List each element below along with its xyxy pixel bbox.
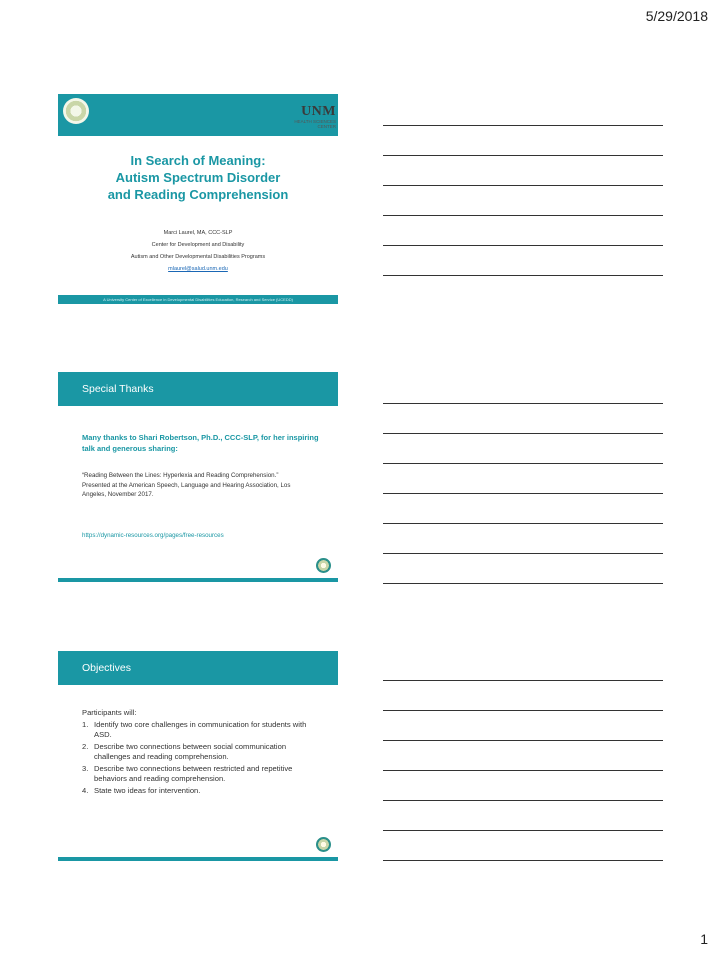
note-line	[383, 830, 663, 831]
unm-mark-icon	[276, 106, 288, 118]
unm-logo-text: UNM	[301, 104, 336, 119]
note-line	[383, 860, 663, 861]
note-line	[383, 433, 663, 434]
note-line	[383, 185, 663, 186]
presentation-title: In Search of Meaning: Autism Spectrum Disorder and Reading Comprehension	[107, 153, 289, 202]
objective-item: 3. Describe two connections between restricted and repetitive behaviors and reading comprehension.	[82, 764, 293, 783]
objective-item: 4. State two ideas for intervention.	[82, 786, 201, 795]
page-date: 5/29/2018	[645, 8, 708, 24]
note-line	[383, 553, 663, 554]
email-link[interactable]: mlaurel@salud.unm.edu	[168, 266, 228, 272]
resource-link[interactable]: https://dynamic-resources.org/pages/free-resources	[82, 532, 224, 539]
objective-item: 1. Identify two core challenges in communication for students with ASD.	[82, 720, 307, 739]
slide-header-band	[58, 651, 338, 685]
email-row	[58, 266, 338, 272]
program-name: Autism and Other Developmental Disabilities Programs	[130, 254, 266, 260]
center-seal-icon	[63, 98, 89, 124]
reference-text: “Reading Between the Lines: Hyperlexia and Reading Comprehension.” Presented at the American Speech, Language and Hearing Association, Los Angeles, November 2017.	[82, 472, 291, 498]
note-line	[383, 710, 663, 711]
unm-logo	[276, 104, 336, 142]
slide-title: Objectives	[82, 662, 132, 674]
note-line	[383, 275, 663, 276]
slide-bottom-bar	[58, 857, 338, 861]
page-number: 1	[700, 931, 708, 947]
slide-title: Special Thanks	[82, 383, 154, 395]
note-line	[383, 125, 663, 126]
note-line	[383, 680, 663, 681]
unm-logo-subtext: HEALTH SCIENCES CENTER	[294, 119, 336, 129]
note-line	[383, 800, 663, 801]
objectives-body	[82, 708, 312, 798]
note-line	[383, 523, 663, 524]
slide-bottom-bar	[58, 578, 338, 582]
objectives-intro: Participants will:	[82, 708, 137, 717]
note-line	[383, 155, 663, 156]
note-line	[383, 583, 663, 584]
presenter-name: Marci Laurel, MA, CCC-SLP	[163, 230, 233, 236]
slide-header-band	[58, 372, 338, 406]
note-line	[383, 403, 663, 404]
organization-name: Center for Development and Disability	[151, 242, 245, 248]
note-line	[383, 245, 663, 246]
note-line	[383, 770, 663, 771]
note-line	[383, 740, 663, 741]
slide-title	[58, 94, 338, 304]
note-line	[383, 493, 663, 494]
slide-special-thanks	[58, 372, 338, 582]
thanks-text: Many thanks to Shari Robertson, Ph.D., CCC-SLP, for her inspiring talk and generous sharing:	[82, 433, 319, 453]
note-line	[383, 463, 663, 464]
slide-objectives	[58, 651, 338, 861]
slide-footer: A University Center of Excellence in Developmental Disabilities Education, Research and Service (UCEDD)	[58, 295, 338, 304]
note-line	[383, 215, 663, 216]
objective-item: 2. Describe two connections between social communication challenges and reading comprehension.	[82, 742, 287, 761]
center-seal-icon	[316, 558, 331, 573]
center-seal-icon	[316, 837, 331, 852]
